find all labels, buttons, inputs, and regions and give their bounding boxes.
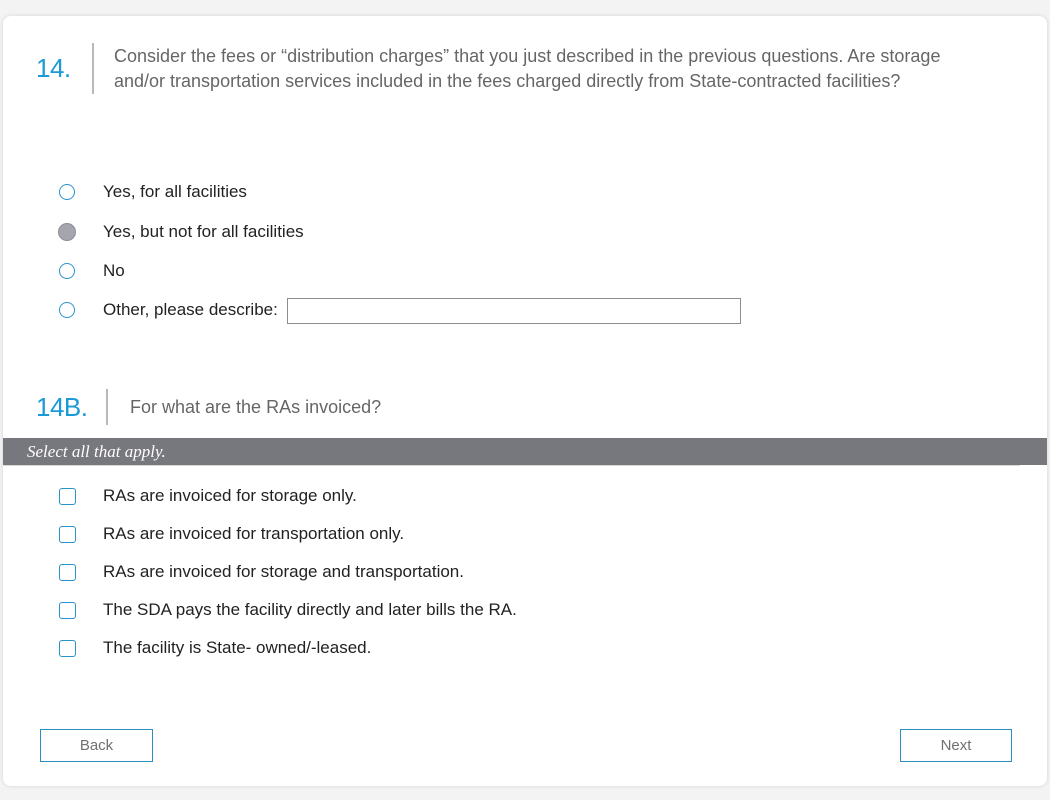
q14b-option-label: RAs are invoiced for storage and transportation.: [103, 562, 464, 581]
q14b-checkbox-state-owned[interactable]: [59, 640, 76, 657]
q14-option-yes-not-all[interactable]: [57, 219, 304, 245]
q14b-checkbox-transportation-only[interactable]: [59, 526, 76, 543]
q14b-option-label: The facility is State- owned/-leased.: [103, 638, 372, 657]
question-14b-number: 14B.: [36, 391, 88, 422]
q14-option-yes-all[interactable]: [57, 179, 247, 205]
q14-option-label: Yes, but not for all facilities: [103, 222, 304, 241]
q14-radio-yes-all[interactable]: [59, 184, 75, 200]
question-14b-text: For what are the RAs invoiced?: [130, 396, 382, 417]
question-14-number: 14.: [36, 53, 71, 83]
q14-radio-yes-not-all[interactable]: [58, 223, 76, 241]
question-14-text-line2: and/or transportation services included in the fees charged directly from State-contracted facilities?: [114, 70, 901, 91]
next-button[interactable]: Next: [900, 729, 1012, 762]
q14b-option-label: RAs are invoiced for storage only.: [103, 486, 357, 505]
question-14b-divider: [106, 389, 108, 425]
q14-option-no[interactable]: [57, 258, 125, 284]
question-14-header: [36, 43, 940, 94]
select-all-instruction: Select all that apply.: [3, 438, 1047, 465]
q14b-option-storage-only[interactable]: [57, 483, 357, 509]
q14b-checkbox-sda-pays[interactable]: [59, 602, 76, 619]
q14-other-describe-input[interactable]: [287, 298, 741, 324]
q14-option-label: Other, please describe:: [103, 300, 278, 319]
instruction-underline: [3, 465, 1020, 466]
q14-radio-other[interactable]: [59, 302, 75, 318]
q14-option-other[interactable]: [57, 297, 278, 323]
q14b-option-label: The SDA pays the facility directly and later bills the RA.: [103, 600, 517, 619]
q14b-option-sda-pays[interactable]: [57, 597, 517, 623]
question-14-text: [114, 44, 940, 94]
q14b-option-storage-and-transportation[interactable]: [57, 559, 464, 585]
q14-option-label: No: [103, 261, 125, 280]
question-14-divider: [92, 43, 94, 94]
q14-radio-no[interactable]: [59, 263, 75, 279]
question-14-text-line1: Consider the fees or “distribution charges” that you just described in the previous questions. Are storage: [114, 45, 941, 66]
back-button[interactable]: Back: [40, 729, 153, 762]
q14b-checkbox-storage-and-transportation[interactable]: [59, 564, 76, 581]
q14b-option-label: RAs are invoiced for transportation only.: [103, 524, 405, 543]
q14b-option-state-owned[interactable]: [57, 635, 372, 661]
q14b-option-transportation-only[interactable]: [57, 521, 405, 547]
question-14b-header: [36, 389, 381, 425]
q14-option-label: Yes, for all facilities: [103, 182, 247, 201]
q14b-checkbox-storage-only[interactable]: [59, 488, 76, 505]
